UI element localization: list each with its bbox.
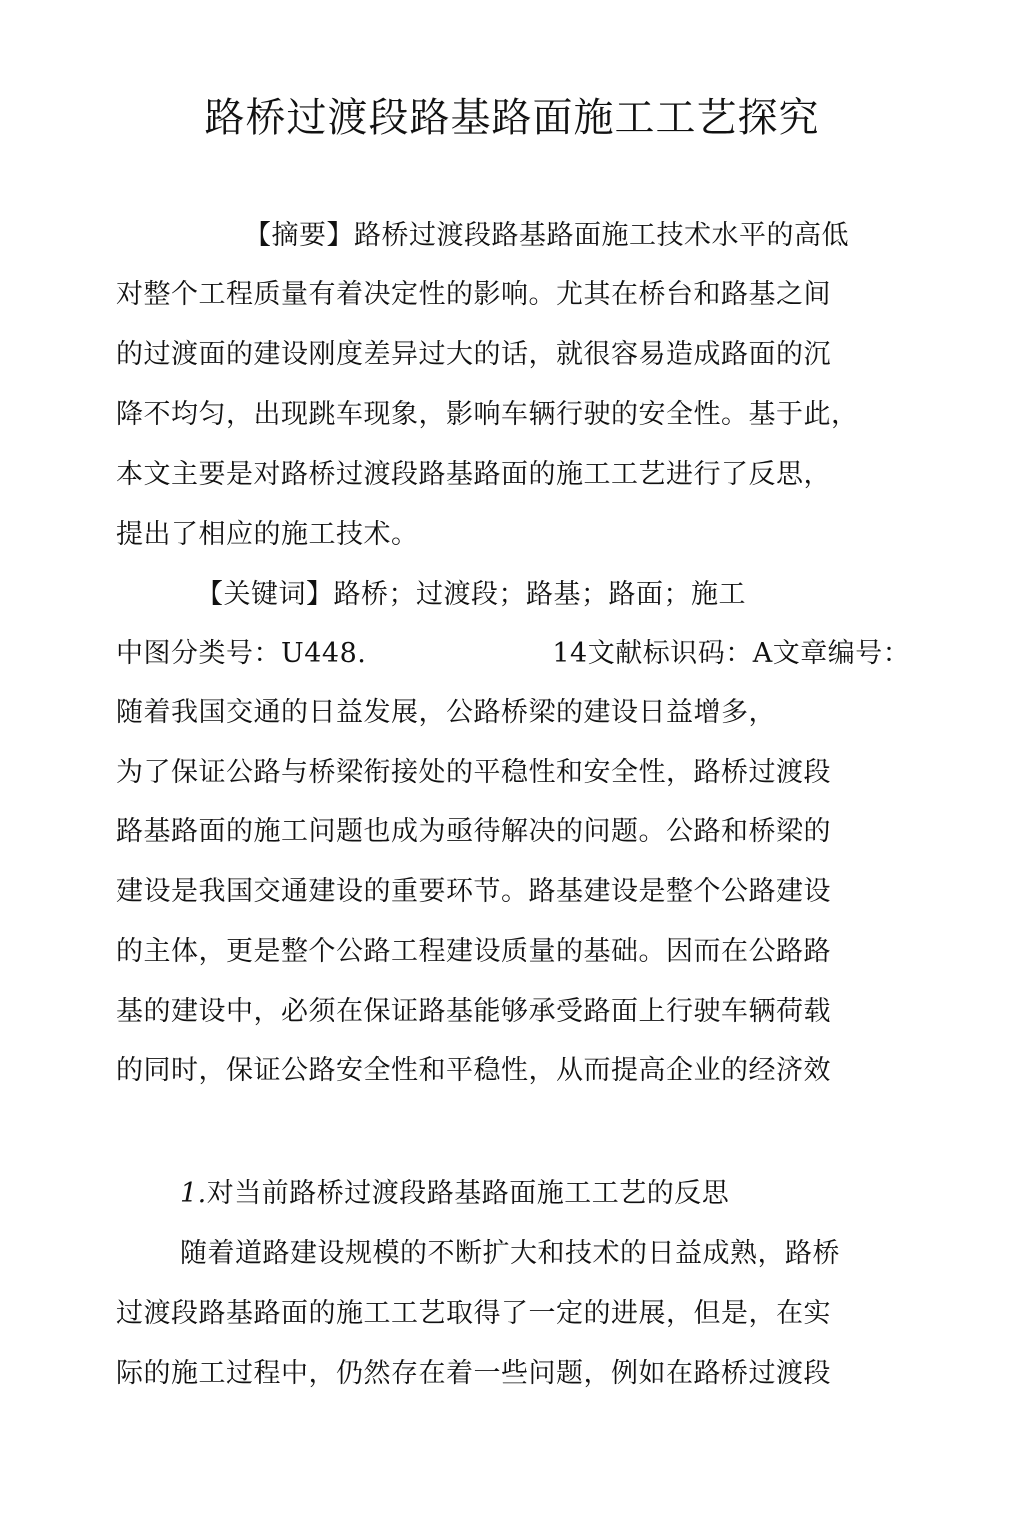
classification-line bbox=[116, 636, 910, 672]
abstract-line: 对整个工程质量有着决定性的影响。尤其在桥台和路基之间 bbox=[116, 279, 831, 310]
keywords-text: 路桥；过渡段；路基；路面；施工 bbox=[333, 579, 746, 610]
abstract-line: 提出了相应的施工技术。 bbox=[116, 519, 419, 550]
intro-line: 为了保证公路与桥梁衔接处的平稳性和安全性，路桥过渡段 bbox=[116, 757, 831, 788]
intro-line: 随着我国交通的日益发展，公路桥梁的建设日益增多， bbox=[116, 697, 776, 728]
abstract-label: 【摘要】 bbox=[244, 220, 354, 251]
abstract-first-line bbox=[244, 218, 849, 254]
intro-line: 的主体，更是整个公路工程建设质量的基础。因而在公路路 bbox=[116, 936, 831, 967]
classification-number: 中图分类号：U448. bbox=[116, 638, 367, 669]
abstract-line: 的过渡面的建设刚度差异过大的话，就很容易造成路面的沉 bbox=[116, 339, 831, 370]
page-title: 路桥过渡段路基路面施工工艺探究 bbox=[204, 95, 820, 141]
keywords-label: 【关键词】 bbox=[196, 579, 334, 610]
abstract-line: 路桥过渡段路基路面施工技术水平的高低 bbox=[354, 220, 849, 251]
section-line: 际的施工过程中，仍然存在着一些问题，例如在路桥过渡段 bbox=[116, 1358, 831, 1389]
section-heading bbox=[180, 1176, 729, 1212]
section-title: 对当前路桥过渡段路基路面施工工艺的反思 bbox=[206, 1178, 730, 1209]
section-number: 1. bbox=[180, 1178, 207, 1209]
intro-line: 建设是我国交通建设的重要环节。路基建设是整个公路建设 bbox=[116, 876, 831, 907]
abstract-line: 本文主要是对路桥过渡段路基路面的施工工艺进行了反思， bbox=[116, 459, 831, 490]
intro-line: 基的建设中，必须在保证路基能够承受路面上行驶车辆荷载 bbox=[116, 996, 831, 1027]
section-line: 随着道路建设规模的不断扩大和技术的日益成熟，路桥 bbox=[180, 1238, 840, 1269]
intro-line: 路基路面的施工问题也成为亟待解决的问题。公路和桥梁的 bbox=[116, 816, 831, 847]
intro-line: 的同时，保证公路安全性和平稳性，从而提高企业的经济效 bbox=[116, 1055, 831, 1086]
abstract-line: 降不均匀，出现跳车现象，影响车辆行驶的安全性。基于此， bbox=[116, 399, 859, 430]
document-code: 14文献标识码：A文章编号： bbox=[552, 638, 911, 669]
keywords-line bbox=[196, 577, 746, 613]
section-line: 过渡段路基路面的施工工艺取得了一定的进展，但是，在实 bbox=[116, 1298, 831, 1329]
